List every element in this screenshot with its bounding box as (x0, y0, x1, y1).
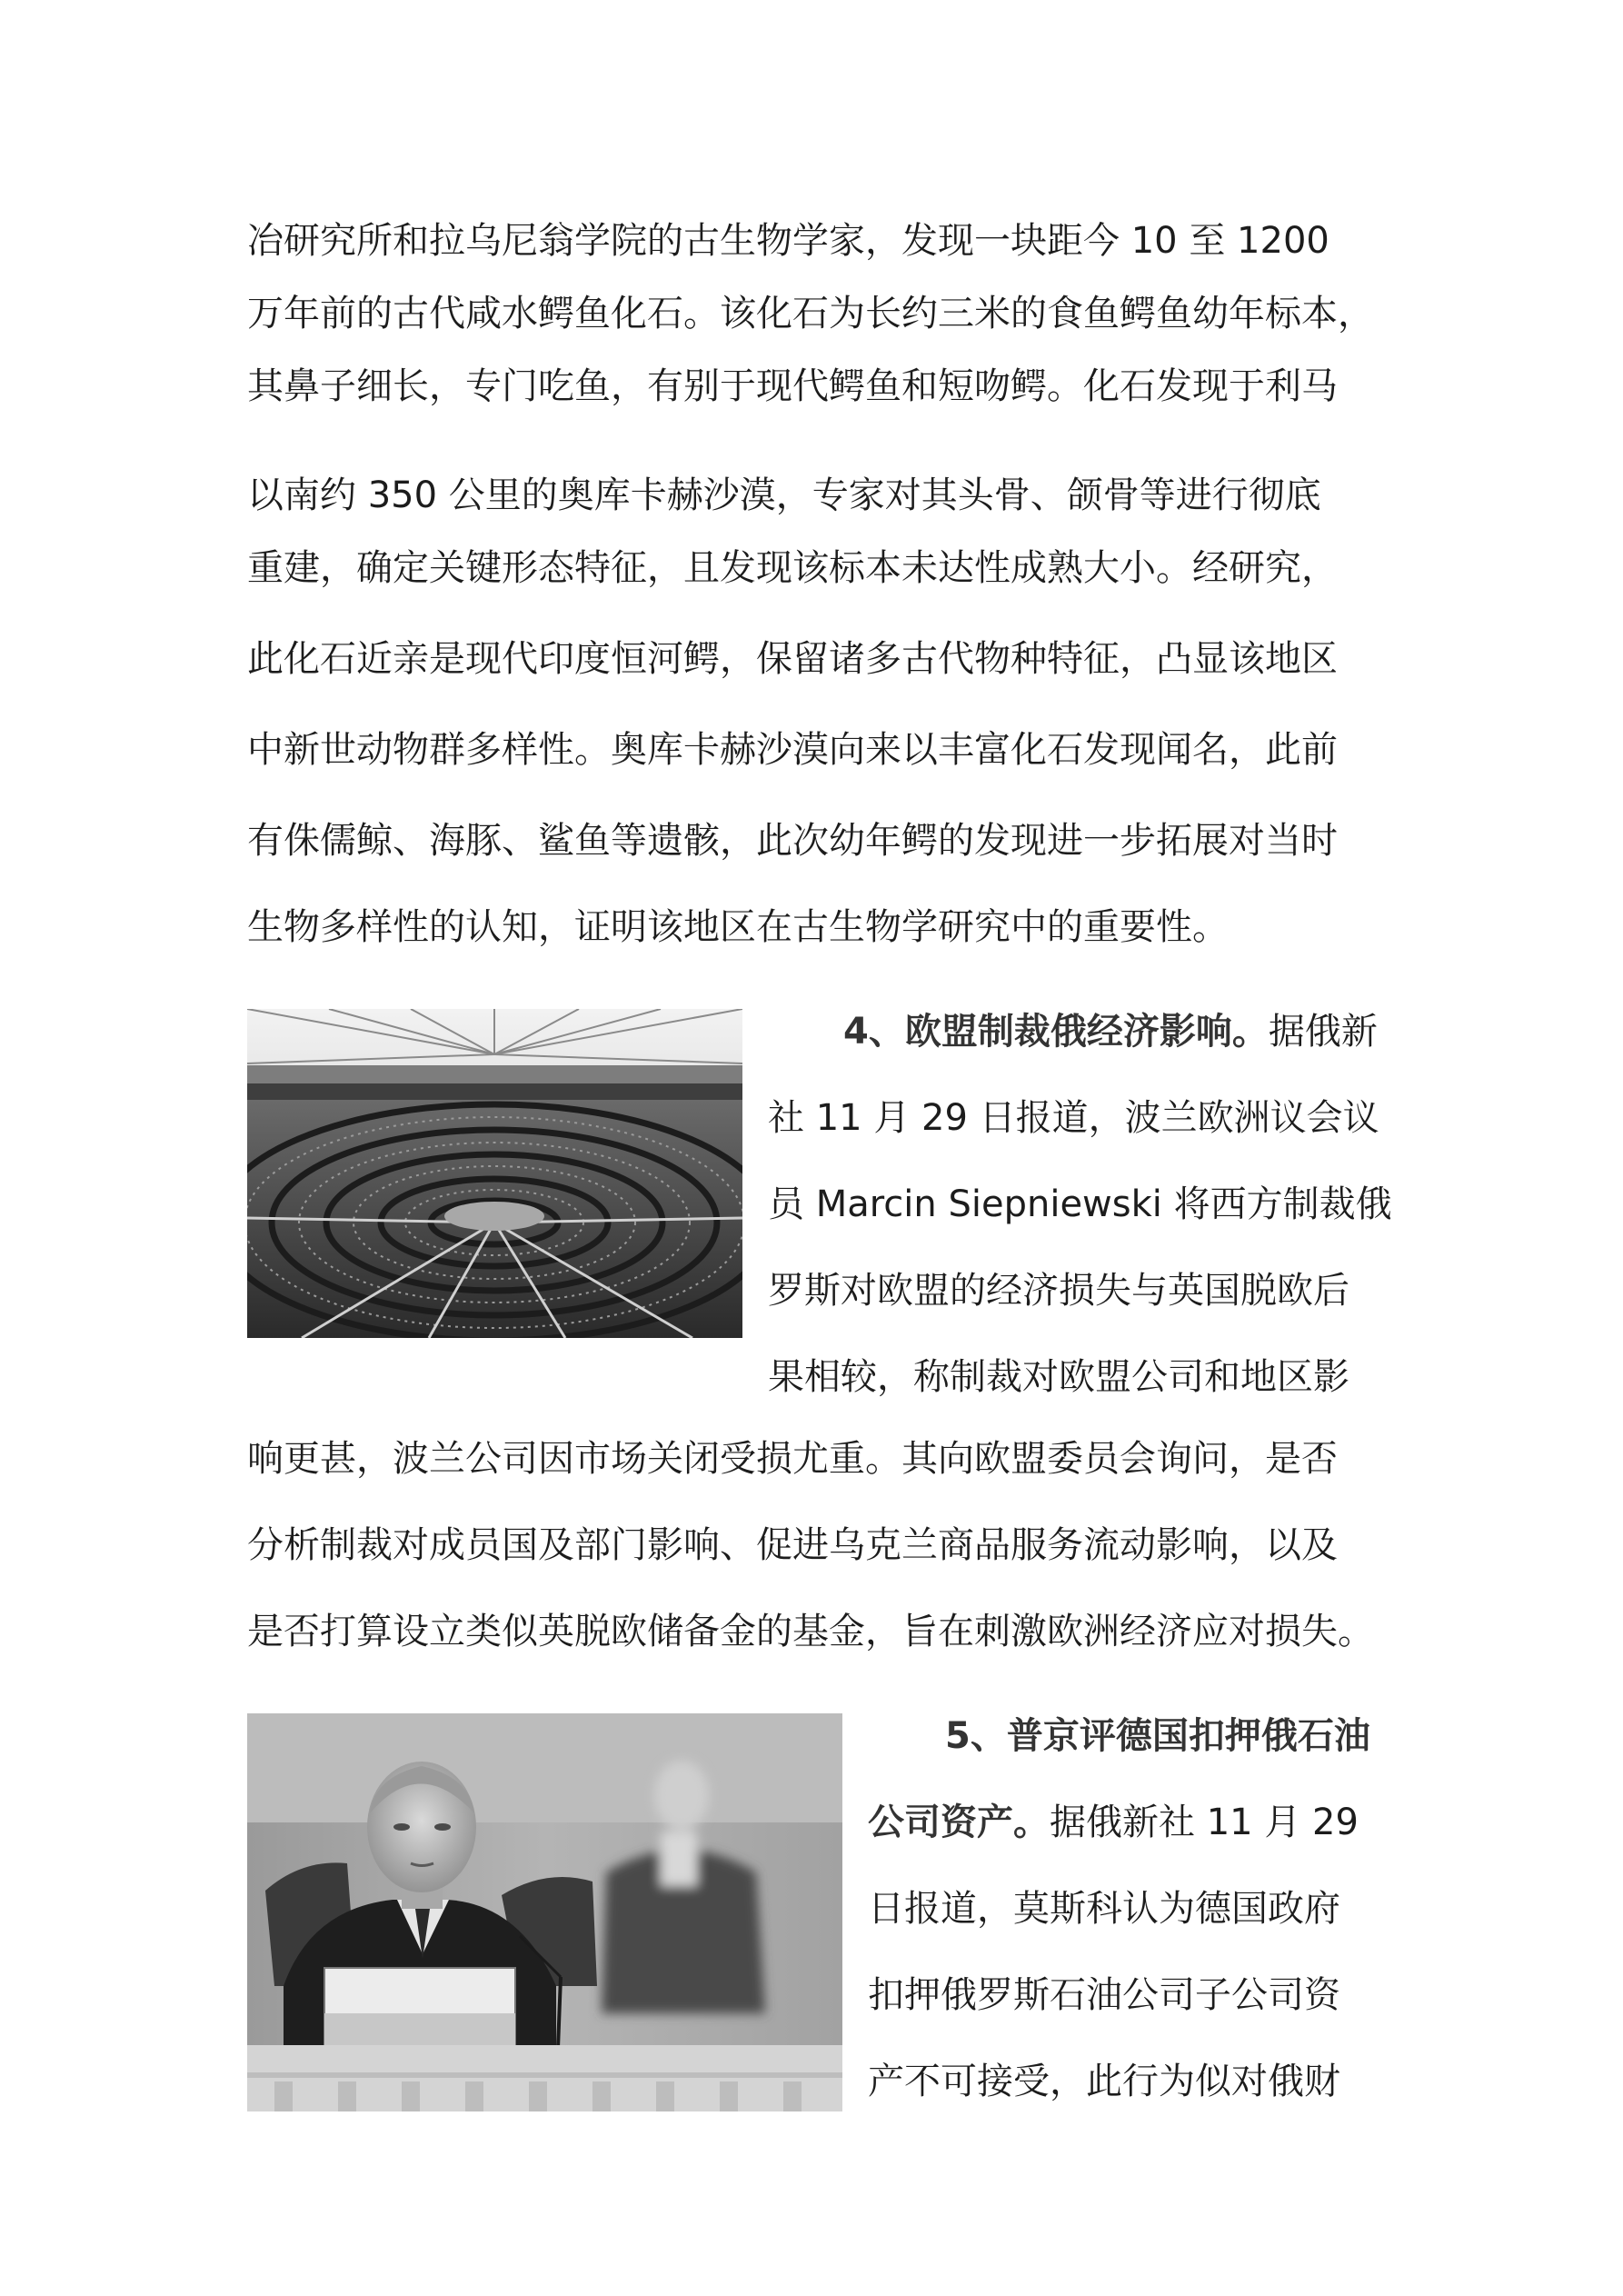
article-3-line-9: 生物多样性的认知，证明该地区在古生物学研究中的重要性。 (247, 906, 1229, 948)
article-5-heading-tail: 据俄新社 11 月 29 (1050, 1802, 1359, 1843)
article-4-heading-line (843, 1011, 1378, 1053)
article-4-side-line-2: 员 Marcin Siepniewski 将西方制裁俄 (768, 1183, 1392, 1225)
article-3-line-1: 冶研究所和拉乌尼翁学院的古生物学家，发现一块距今 10 至 1200 (247, 220, 1329, 262)
article-4-line-2: 分析制裁对成员国及部门影响、促进乌克兰商品服务流动影响，以及 (247, 1524, 1338, 1566)
article-3-line-4: 以南约 350 公里的奥库卡赫沙漠，专家对其头骨、颌骨等进行彻底 (247, 474, 1321, 516)
putin-photo (247, 1713, 842, 2111)
article-4-line-3: 是否打算设立类似英脱欧储备金的基金，旨在刺激欧洲经济应对损失。 (247, 1611, 1374, 1652)
european-parliament-photo (247, 1009, 742, 1338)
article-3-line-5: 重建，确定关键形态特征，且发现该标本未达性成熟大小。经研究， (247, 547, 1338, 589)
article-5-side-line-1: 日报道，莫斯科认为德国政府 (868, 1888, 1340, 1930)
article-3-line-3: 其鼻子细长，专门吃鱼，有别于现代鳄鱼和短吻鳄。化石发现于利马 (247, 365, 1338, 407)
article-5-side-line-3: 产不可接受，此行为似对俄财 (868, 2061, 1340, 2102)
article-3-line-7: 中新世动物群多样性。奥库卡赫沙漠向来以丰富化石发现闻名，此前 (247, 729, 1338, 771)
article-4-heading: 4、欧盟制裁俄经济影响。 (843, 1011, 1269, 1053)
article-5-heading-line-1: 5、普京评德国扣押俄石油 (945, 1715, 1370, 1757)
article-4-heading-tail: 据俄新 (1268, 1011, 1378, 1053)
article-5-heading-line-2 (868, 1804, 1359, 1841)
article-5-side-line-2: 扣押俄罗斯石油公司子公司资 (868, 1974, 1340, 2016)
article-3-line-2: 万年前的古代咸水鳄鱼化石。该化石为长约三米的食鱼鳄鱼幼年标本， (247, 293, 1374, 334)
article-4-line-1: 响更甚，波兰公司因市场关闭受损尤重。其向欧盟委员会询问，是否 (247, 1438, 1338, 1480)
article-3-line-6: 此化石近亲是现代印度恒河鳄，保留诸多古代物种特征，凸显该地区 (247, 638, 1338, 680)
article-4-side-line-3: 罗斯对欧盟的经济损失与英国脱欧后 (768, 1270, 1349, 1312)
article-5-heading-part-2: 公司资产。 (868, 1802, 1050, 1843)
article-4-side-line-4: 果相较，称制裁对欧盟公司和地区影 (768, 1356, 1349, 1398)
article-4-side-line-1: 社 11 月 29 日报道，波兰欧洲议会议 (768, 1097, 1379, 1139)
article-3-line-8: 有侏儒鲸、海豚、鲨鱼等遗骸，此次幼年鳄的发现进一步拓展对当时 (247, 820, 1338, 862)
